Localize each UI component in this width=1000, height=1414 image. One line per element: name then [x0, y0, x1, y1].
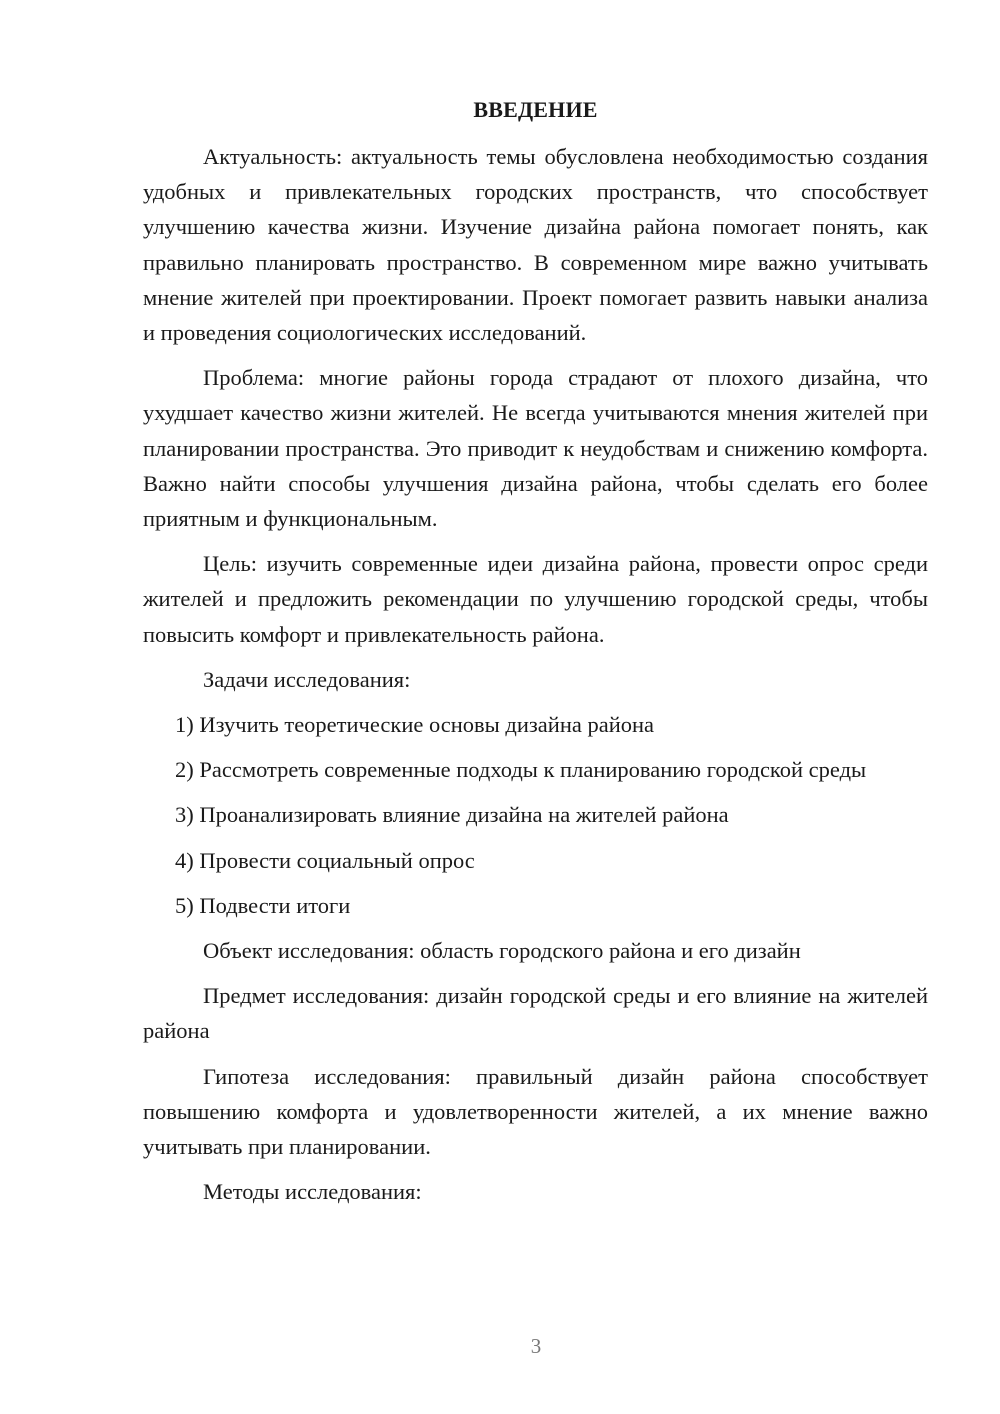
subject-paragraph: Предмет исследования: дизайн городской среды и его влияние на жителей района: [143, 983, 928, 1044]
methods-label: Методы исследования:: [203, 1179, 422, 1205]
task-item: 3) Проанализировать влияние дизайна на жителей района: [175, 802, 729, 828]
goal-paragraph: Цель: изучить современные идеи дизайна района, провести опрос среди жителей и предложить рекомендации по улучшению городской среды, чтобы повысить комфорт и привлекательность района.: [143, 551, 928, 647]
object-paragraph: Объект исследования: область городского района и его дизайн: [203, 938, 801, 964]
tasks-label: Задачи исследования:: [203, 666, 411, 692]
section-heading: ВВЕДЕНИЕ: [473, 97, 598, 122]
task-item: 2) Рассмотреть современные подходы к планированию городской среды: [175, 757, 867, 783]
task-item: 1) Изучить теоретические основы дизайна района: [175, 712, 655, 738]
hypothesis-paragraph: Гипотеза исследования: правильный дизайн района способствует повышению комфорта и удовлетворенности жителей, а их мнение важно учитывать при планировании.: [143, 1063, 928, 1160]
relevance-paragraph: Актуальность: актуальность темы обусловлена необходимостью создания удобных и привлекательных городских пространств, что способствует улучшению качества жизни. Изучение дизайна района помогает понять, как правильно планировать пространство. В современном мире важно учитывать мнение жителей при проектировании. Проект помогает развить навыки анализа и проведения социологических исследований.: [143, 144, 928, 346]
problem-paragraph: Проблема: многие районы города страдают от плохого дизайна, что ухудшает качество жизни жителей. Не всегда учитываются мнения жителей при планировании пространства. Это приводит к неудобствам и снижению комфорта. Важно найти способы улучшения дизайна района, чтобы сделать его более приятным и функциональным.: [143, 365, 928, 532]
task-item: 4) Провести социальный опрос: [175, 847, 475, 873]
page-number: 3: [530, 1334, 542, 1358]
task-item: 5) Подвести итоги: [175, 892, 351, 918]
document-page: [143, 92, 928, 1219]
tasks-list: [143, 707, 928, 923]
